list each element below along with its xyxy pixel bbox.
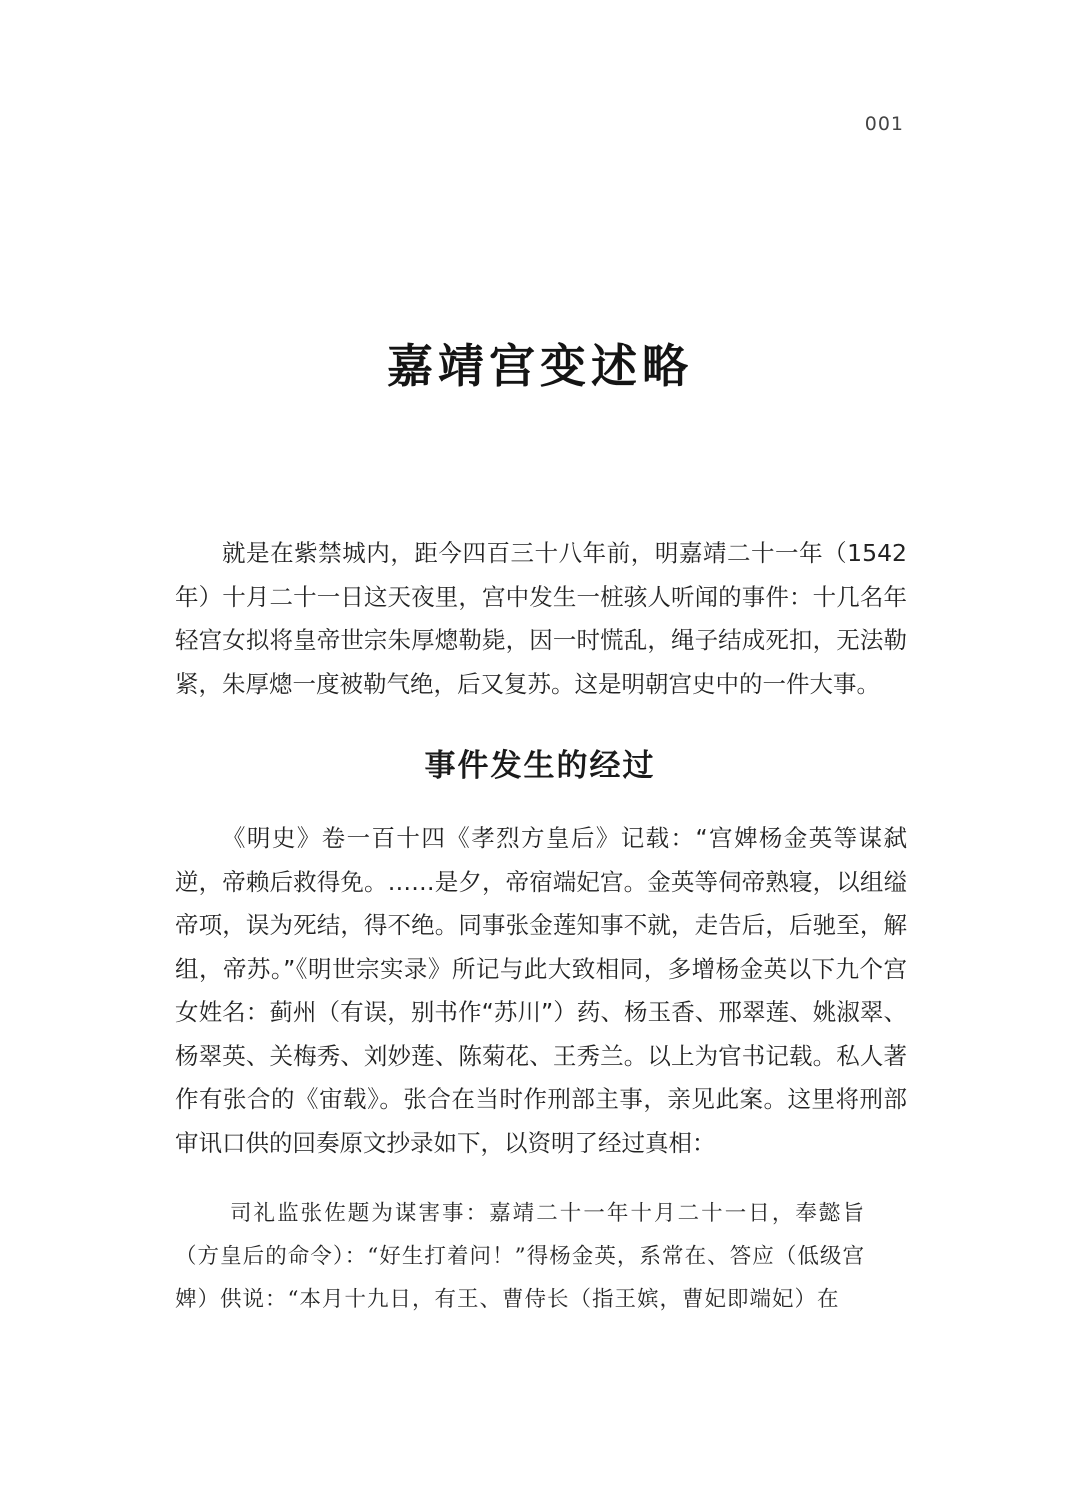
page-title: 嘉靖宫变述略 (387, 339, 693, 393)
section-paragraph: 《明史》卷一百十四《孝烈方皇后》记载：“宫婢杨金英等谋弑逆，帝赖后救得免。……是夕，帝宿端妃宫。金英等伺帝熟寝，以组缢帝项，误为死结，得不绝。同事张金莲知事不就，走告后，后驰至，解组，帝苏。”《明世宗实录》所记与此大致相同，多增杨金英以下九个宫女姓名：蓟州（有误，别书作“苏川”）药、杨玉香、邢翠莲、姚淑翠、杨翠英、关梅秀、刘妙莲、陈菊花、王秀兰。以上为官书记载。私人著作有张合的《宙载》。张合在当时作刑部主事，亲见此案。这里将刑部审讯口供的回奏原文抄录如下，以资明了经过真相： (175, 824, 907, 1157)
page-number: 001 (864, 113, 904, 135)
intro-paragraph: 就是在紫禁城内，距今四百三十八年前，明嘉靖二十一年（1542年）十月二十一日这天夜里，宫中发生一桩骇人听闻的事件：十几名年轻宫女拟将皇帝世宗朱厚熜勒毙，因一时慌乱，绳子结成死扣，无法勒紧，朱厚熜一度被勒气绝，后又复苏。这是明朝宫史中的一件大事。 (175, 539, 907, 698)
section-heading: 事件发生的经过 (424, 748, 656, 784)
quoted-record: 司礼监张佐题为谋害事：嘉靖二十一年十月二十一日，奉懿旨（方皇后的命令）：“好生打着问！”得杨金英，系常在、答应（低级宫婢）供说：“本月十九日，有王、曹侍长（指王嫔，曹妃即端妃）在 (175, 1201, 865, 1312)
